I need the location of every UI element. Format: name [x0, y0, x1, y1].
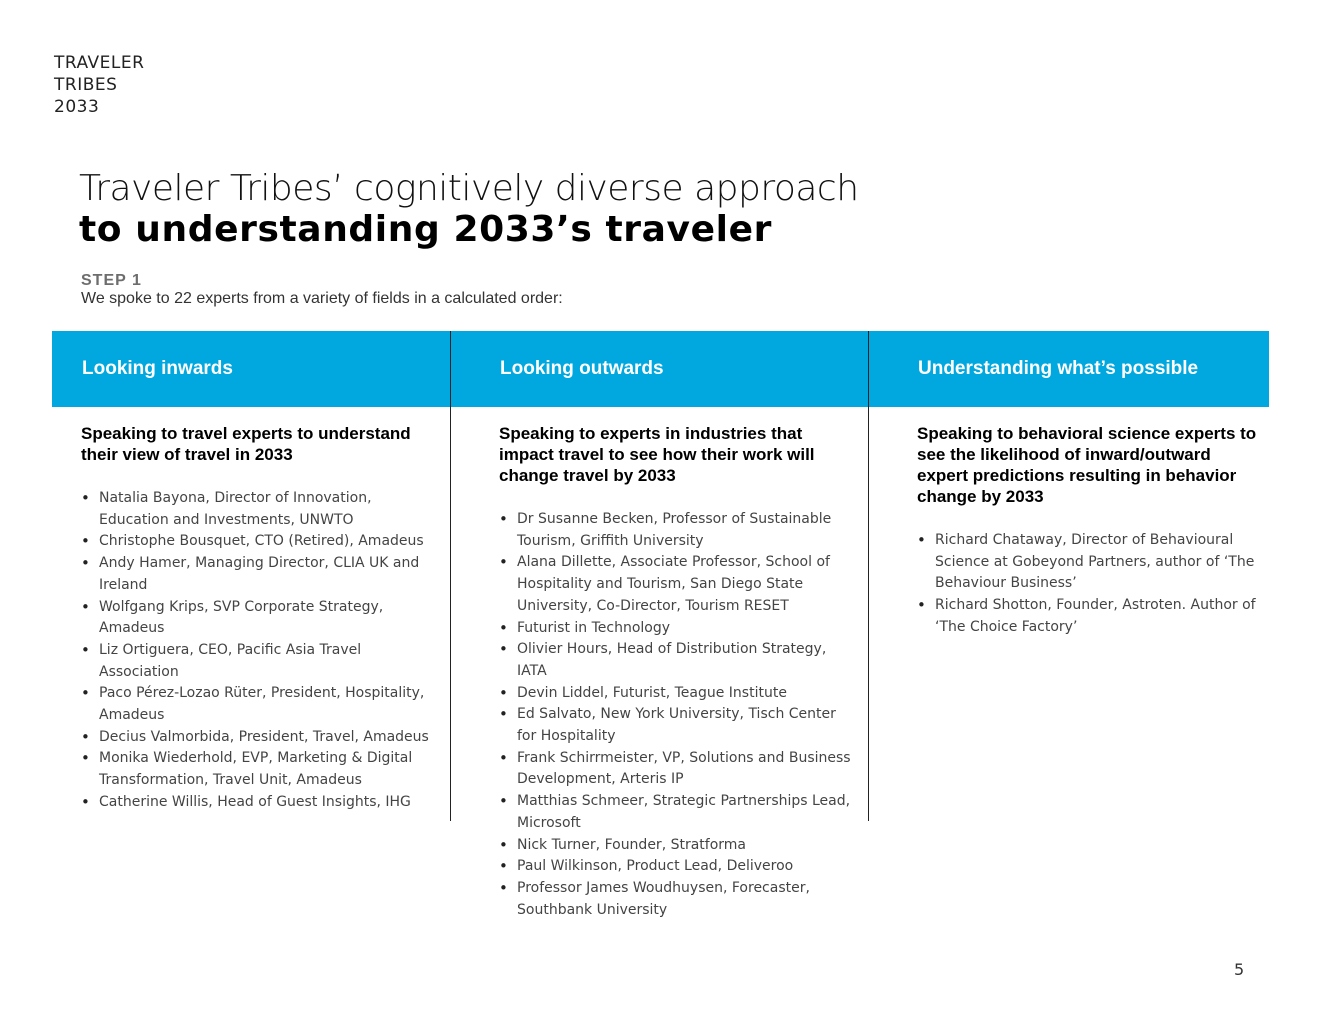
list-item: • Matthias Schmeer, Strategic Partnerships Lead, Microsoft [499, 791, 851, 834]
column-heading-outwards: Looking outwards [500, 358, 664, 379]
brand-line-1: TRAVELER [54, 53, 145, 73]
expert-list [81, 488, 441, 814]
list-item: • Paco Pérez-Lozao Rüter, President, Hospitality, Amadeus [81, 683, 441, 726]
expert-list [499, 509, 851, 921]
column-heading-inwards: Looking inwards [82, 358, 233, 379]
column-subheading: Speaking to behavioral science experts to see the likelihood of inward/outward expert predictions resulting in behavior change by 2033 [917, 424, 1257, 506]
column-divider [868, 331, 869, 821]
step-description: We spoke to 22 experts from a variety of fields in a calculated order: [81, 290, 563, 307]
list-item: • Ed Salvato, New York University, Tisch Center for Hospitality [499, 704, 851, 747]
list-item: • Monika Wiederhold, EVP, Marketing & Digital Transformation, Travel Unit, Amadeus [81, 748, 441, 791]
brand-line-3: 2033 [54, 97, 100, 117]
page-title-bold: to understanding 2033’s traveler [79, 209, 772, 250]
page-number: 5 [1234, 960, 1245, 979]
column-heading-possible: Understanding what’s possible [918, 358, 1199, 379]
list-item: • Andy Hamer, Managing Director, CLIA UK and Ireland [81, 553, 441, 596]
list-item: • Nick Turner, Founder, Stratforma [499, 835, 851, 857]
list-item: • Natalia Bayona, Director of Innovation, Education and Investments, UNWTO [81, 488, 441, 531]
list-item: • Olivier Hours, Head of Distribution Strategy, IATA [499, 639, 851, 682]
list-item: • Christophe Bousquet, CTO (Retired), Amadeus [81, 531, 441, 553]
brand-wordmark [54, 52, 144, 118]
column-subheading: Speaking to travel experts to understand their view of travel in 2033 [81, 424, 411, 464]
list-item: • Liz Ortiguera, CEO, Pacific Asia Travel Association [81, 640, 441, 683]
column-outwards [499, 423, 851, 921]
list-item: • Catherine Willis, Head of Guest Insights, IHG [81, 792, 441, 814]
list-item: • Frank Schirrmeister, VP, Solutions and Business Development, Arteris IP [499, 748, 851, 791]
list-item: • Wolfgang Krips, SVP Corporate Strategy, Amadeus [81, 597, 441, 640]
list-item: • Futurist in Technology [499, 618, 851, 640]
step-label: STEP 1 [81, 272, 142, 289]
list-item: • Dr Susanne Becken, Professor of Sustainable Tourism, Griffith University [499, 509, 851, 552]
list-item: • Richard Chataway, Director of Behavioural Science at Gobeyond Partners, author of ‘The Behaviour Business’ [917, 530, 1265, 595]
expert-list [917, 530, 1265, 639]
list-item: • Richard Shotton, Founder, Astroten. Author of ‘The Choice Factory’ [917, 595, 1265, 638]
list-item: • Decius Valmorbida, President, Travel, Amadeus [81, 727, 441, 749]
column-inwards [81, 423, 441, 814]
list-item: • Professor James Woudhuysen, Forecaster, Southbank University [499, 878, 851, 921]
brand-line-2: TRIBES [54, 75, 118, 95]
list-item: • Alana Dillette, Associate Professor, School of Hospitality and Tourism, San Diego State University, Co-Director, Tourism RESET [499, 552, 851, 617]
column-possible [917, 423, 1265, 639]
column-subheading: Speaking to experts in industries that impact travel to see how their work will change travel by 2033 [499, 424, 815, 485]
list-item: • Paul Wilkinson, Product Lead, Deliveroo [499, 856, 851, 878]
column-divider [450, 331, 451, 821]
page-title-light: Traveler Tribes’ cognitively diverse approach [79, 168, 859, 209]
list-item: • Devin Liddel, Futurist, Teague Institute [499, 683, 851, 705]
